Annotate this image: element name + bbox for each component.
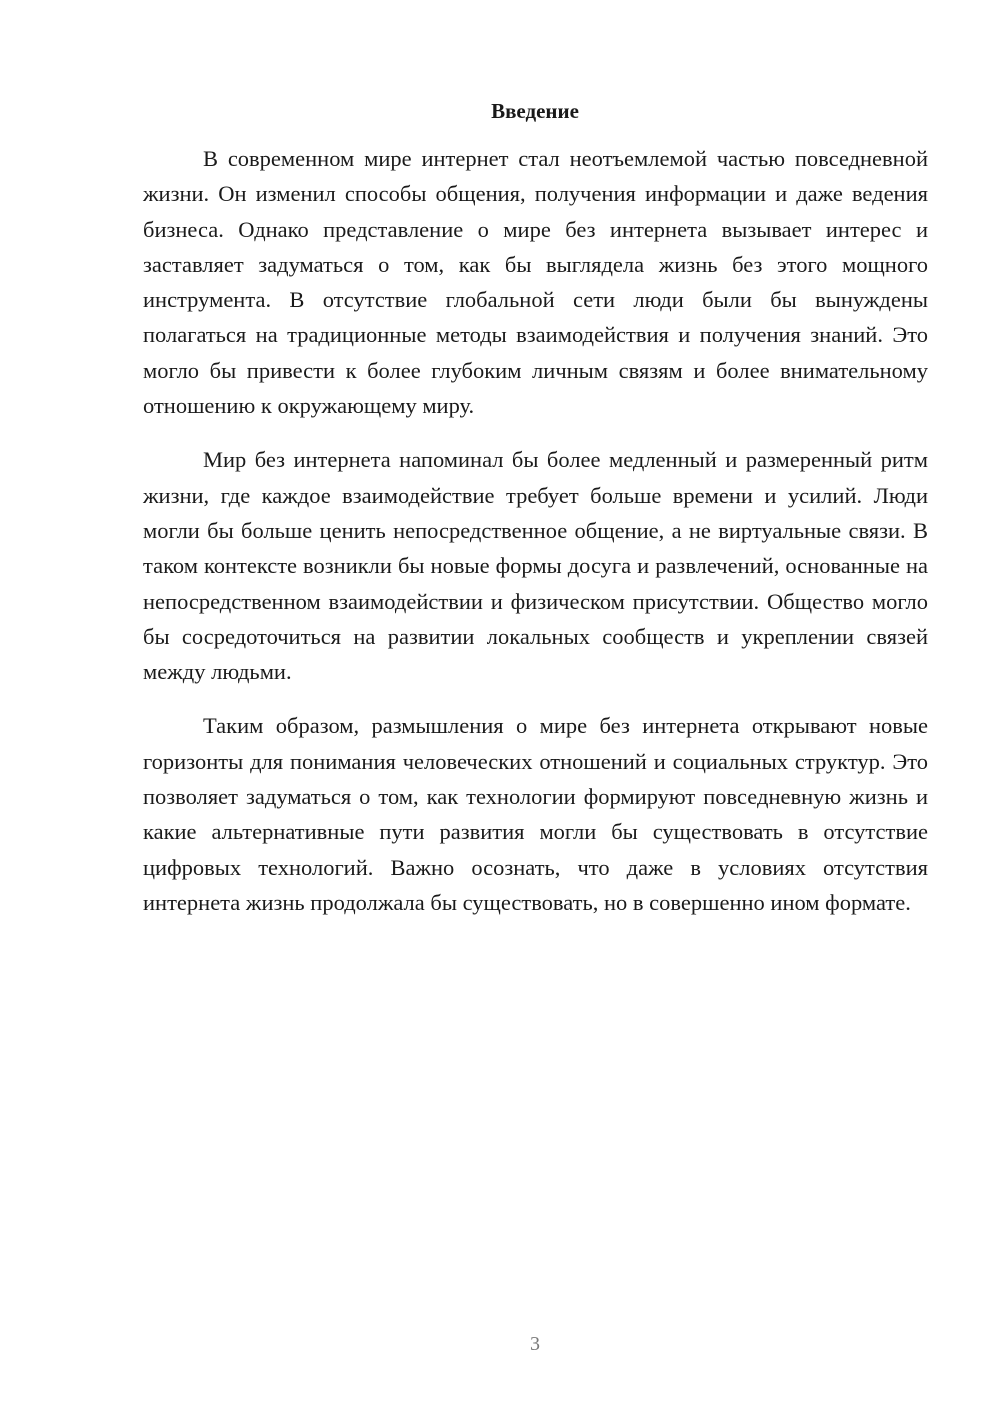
paragraph-2: Мир без интернета напоминал бы более медленный и размеренный ритм жизни, где каждое взаимодействие требует больше времени и усилий. Люди могли бы больше ценить непосредственное общение, а не виртуальные связи. В таком контексте возникли бы новые формы досуга и развлечений, основанные на непосредственном взаимодействии и физическом присутствии. Общество могло бы сосредоточиться на развитии локальных сообществ и укреплении связей между людьми. [143,447,928,685]
paragraph-3: Таким образом, размышления о мире без интернета открывают новые горизонты для понимания человеческих отношений и социальных структур. Это позволяет задуматься о том, как технологии формируют повседневную жизнь и какие альтернативные пути развития могли бы существовать в отсутствие цифровых технологий. Важно осознать, что даже в условиях отсутствия интернета жизнь продолжала бы существовать, но в совершенно ином формате. [143,713,928,915]
paragraph-1: В современном мире интернет стал неотъемлемой частью повседневной жизни. Он изменил способы общения, получения информации и даже ведения бизнеса. Однако представление о мире без интернета вызывает интерес и заставляет задуматься о том, как бы выглядела жизнь без этого мощного инструмента. В отсутствие глобальной сети люди были бы вынуждены полагаться на традиционные методы взаимодействия и получения знаний. Это могло бы привести к более глубоким личным связям и более внимательному отношению к окружающему миру. [143,146,928,419]
section-heading: Введение [491,99,579,123]
body-text [143,141,928,939]
page-number: 3 [530,1333,540,1355]
